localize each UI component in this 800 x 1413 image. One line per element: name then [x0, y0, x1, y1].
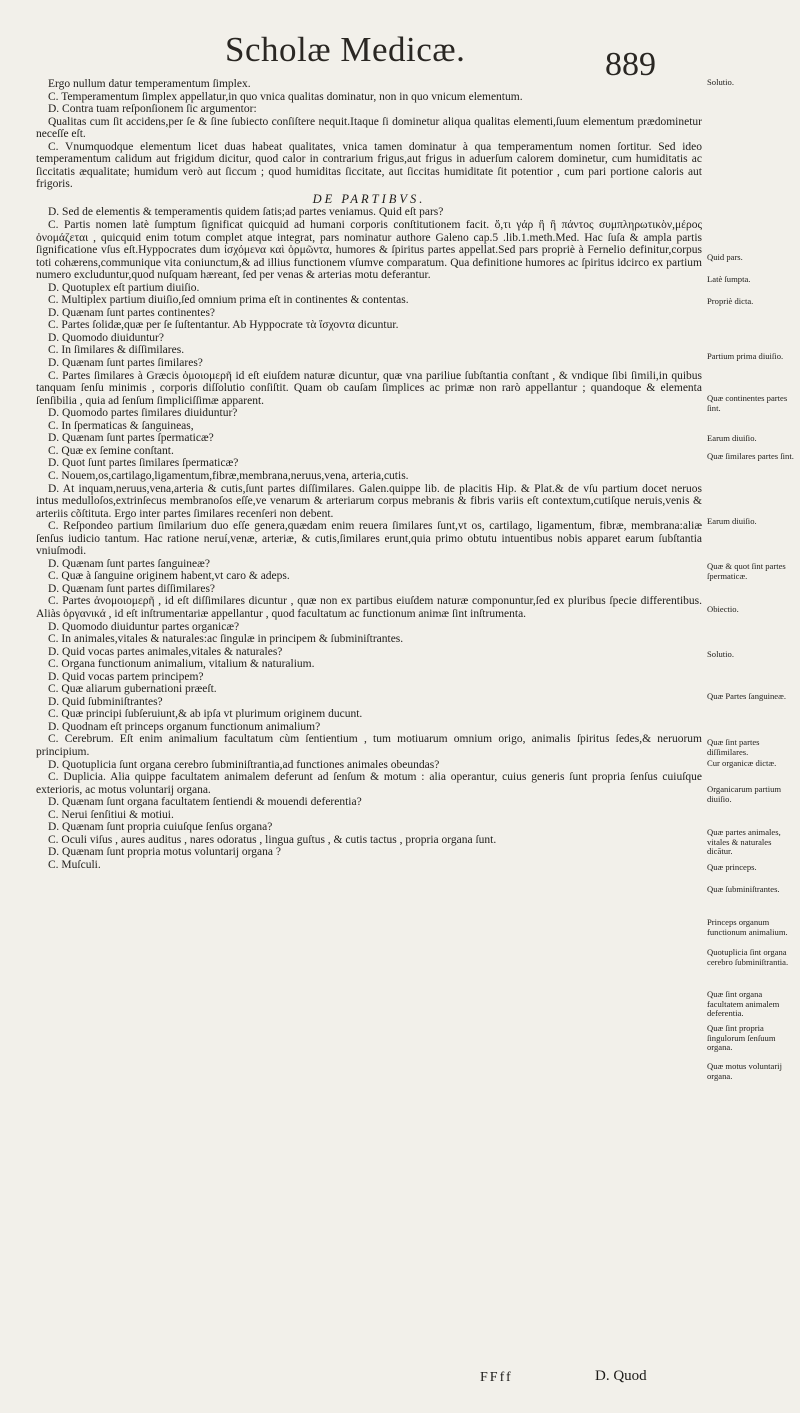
text-paragraph: D. Sed de elementis & temperamentis quidem ſatis;ad partes veniamus. Quid eſt pars? — [48, 206, 444, 219]
section-heading: DE PARTIBVS. — [312, 191, 426, 206]
text-paragraph: D. Quomodo diuiduntur partes organicæ? — [48, 620, 240, 633]
text-paragraph: D. Quænam ſunt partes ſpermaticæ? — [48, 432, 214, 445]
margin-note: Quæ ſimilares partes ſint. — [707, 451, 794, 461]
margin-note: Quæ partes animales, vitales & naturales dicātur. — [707, 827, 781, 857]
text-paragraph: D. Quot ſunt partes ſimilares ſpermaticæ? — [48, 457, 239, 470]
main-text-column — [36, 78, 702, 871]
page-number: 889 — [605, 46, 656, 83]
margin-note: Quæ Partes ſanguineæ. — [707, 691, 787, 701]
text-paragraph: C. Quæ principi ſubſeruiunt,& ab ipſa vt plurimum originem ducunt. — [48, 708, 363, 721]
margin-note: Organicarum partium diuiſio. — [707, 784, 782, 804]
catchword: D. Quod — [595, 1368, 647, 1384]
text-paragraph: C. In ſimilares & diſſimilares. — [48, 344, 185, 357]
text-paragraph: C. Multiplex partium diuiſio,ſed omnium prima eſt in continentes & contentas. — [48, 294, 409, 307]
text-paragraph: D. Quotuplex eſt partium diuiſio. — [48, 281, 200, 294]
text-paragraph: D. Quænam ſunt propria cuiuſque ſenſus organa? — [48, 821, 273, 834]
margin-note: Quæ continentes partes ſint. — [707, 393, 788, 413]
text-paragraph: D. Quænam ſunt organa facultatem ſentiendi & mouendi deferentia? — [48, 796, 362, 809]
text-paragraph: D. Quodnam eſt princeps organum functionum animalium? — [48, 720, 321, 733]
margin-note: Earum diuiſio. — [707, 433, 757, 443]
text-paragraph: D. Quid vocas partes animales,vitales & naturales? — [48, 645, 283, 658]
text-paragraph: C. In ſpermaticas & ſanguineas, — [48, 419, 194, 432]
text-paragraph: D. Quænam ſunt partes diſſimilares? — [48, 582, 216, 595]
margin-note: Quæ ſint propria ſingulorum ſenſuum organa. — [707, 1023, 776, 1053]
text-paragraph: C. Reſpondeo partium ſimilarium duo eſſe genera,quædam enim reuera ſimilares ſunt,vt os, cartilago, ligamentum, fibræ, membrana:aliæ ſenſus iudicio tantum. Hac ratione neruí,venæ, arteriæ, & cutis,ſimilares erunt,quia primo obtutu intuentibus nobis apparet earum ſubſtantia vniuſmodi. — [36, 520, 702, 558]
margin-note: Quæ & quot ſint partes ſpermaticæ. — [707, 561, 786, 581]
margin-note: Cur organicæ dictæ. — [707, 758, 777, 768]
margin-note: Quæ ſubminiſtrantes. — [707, 884, 780, 894]
text-paragraph: D. Quid vocas partem principem? — [48, 670, 204, 683]
text-paragraph: D. Contra tuam reſponſionem ſic argumentor: — [48, 103, 257, 116]
text-paragraph: Ergo nullum datur temperamentum ſimplex. — [48, 78, 251, 90]
text-paragraph: C. Vnumquodque elementum licet duas habeat qualitates, vnica tamen dominatur à qua temperamentum nomen ſortitur. Sed ideo temperamentum calidum aut frigidum dicitur, quod calor in contrarium frigus,aut frigus in aduerſum calorem dominetur, cum humiditatis ac ſiccitatis æqualitate; humidum verò aut ſiccum ; quod humiditas ſiccitate, aut ſiccitas humiditate ſit potentior , cum pari portione caloris aut frigoris. — [36, 140, 702, 191]
signature-mark: FFff — [480, 1370, 513, 1385]
text-paragraph: C. Nerui ſenſitiui & motiui. — [48, 808, 174, 821]
margin-note: Partium prima diuiſio. — [707, 351, 784, 361]
margin-note: Quæ ſint partes diſſimilares. — [707, 737, 760, 757]
margin-note: Earum diuiſio. — [707, 516, 757, 526]
text-paragraph: D. Quid ſubminiſtrantes? — [48, 695, 163, 708]
text-paragraph: C. Quæ à ſanguine originem habent,vt caro & adeps. — [48, 570, 290, 583]
text-paragraph: C. Partes ἀνομοιομερῆ , id eſt diſſimilares dicuntur , quæ non ex partibus eiuſdem naturæ componuntur,ſed ex pluribus ſpecie differentibus. Aliàs ὀργανικά , id eſt inſtrumentariæ appellantur , quod facultatum ac functionum animæ ſint inſtrumenta. — [36, 595, 702, 620]
text-paragraph: D. Quomodo diuiduntur? — [48, 331, 164, 344]
margin-note: Quid pars. — [707, 252, 743, 262]
margin-note: Solutio. — [707, 649, 734, 659]
running-title: Scholæ Medicæ. — [225, 30, 466, 69]
margin-note: Propriè dicta. — [707, 296, 754, 306]
margin-note: Quæ princeps. — [707, 862, 757, 872]
margin-note: Quæ ſint organa facultatem animalem deferentia. — [707, 989, 780, 1019]
text-paragraph: C. Partis nomen latè ſumptum ſignificat quicquid ad humani corporis conſtitutionem facit. ὅ,τι γάρ ἢ ἢ πάντος συμπληρωτικὸν,μέρος ὀνομάζεται , quicquid enim totum complet atque integrat, pars nominatur authore Galeno cap.5 .lib.1.meth.Med. Hac ſuſa & ampla partis ſignificatione vſus eſt.Hyppocrates dum ἰσχόμενα καὶ ὁρμῶντα, humores & ſpiritus partes appellat.Sed pars propriè à Fernelio definitur,corpus toti cohærens,communique vita coniunctum,& ad illius functionem vſumve comparatum. Qua definitione humores ac ſpiritus idcirco ex partium numero excluduntur,quod nuſquam hæreant, ſed per venas & arterias motu deferantur. — [36, 219, 702, 282]
margin-note: Princeps organum functionum animalium. — [707, 917, 788, 937]
margin-note: Obiectio. — [707, 604, 739, 614]
text-paragraph: C. Quæ ex ſemine conſtant. — [48, 444, 174, 457]
text-paragraph: C. Duplicia. Alia quippe facultatem animalem deferunt ad ſenſum & motum : alia operantur, cuius generis ſunt propria ſenſus cuiuſque exterioris, ac motus voluntarij organa. — [36, 771, 702, 796]
text-paragraph: C. Muſculi. — [48, 858, 101, 871]
text-paragraph: D. Quænam ſunt partes continentes? — [48, 306, 216, 319]
text-paragraph: D. Quænam ſunt partes ſanguineæ? — [48, 557, 210, 570]
margin-note: Solutio. — [707, 77, 734, 87]
text-paragraph: D. At inquam,neruus,vena,arteria & cutis,ſunt partes diſſimilares. Galen.quippe lib. de placitis Hip. & Plat.& de vſu partium docet neruos intus medulloſos,extrinſecus membranoſos eſſe,ve venarum & arteriarum corpus mebranis & fibris variis eſt contextum,cutiſque neruis,venis & arteriis cõſtituta. Ergo inter partes ſimilares recenſeri non debent. — [36, 482, 702, 520]
text-paragraph: D. Quænam ſunt propria motus voluntarij organa ? — [48, 846, 281, 859]
text-paragraph: C. Nouem,os,cartilago,ligamentum,fibræ,membrana,neruus,vena, arteria,cutis. — [48, 469, 409, 482]
text-paragraph: Qualitas cum ſit accidens,per ſe & ſine ſubiecto conſiſtere nequit.Itaque ſi dominetur aliqua qualitas elementi,ſuum elementum prædominetur neceſſe eſt. — [36, 115, 702, 141]
text-paragraph: C. Organa functionum animalium, vitalium & naturalium. — [48, 658, 315, 671]
margin-note: Latè ſumpta. — [707, 274, 751, 284]
text-paragraph: C. Cerebrum. Eſt enim animalium facultatum cùm ſentientium , tum motiuarum omnium origo, animalis ſpiritus ſedes,& neruorum principium. — [36, 733, 702, 758]
text-paragraph: C. Quæ aliarum gubernationi præeſt. — [48, 683, 217, 696]
text-paragraph: D. Quotuplicia ſunt organa cerebro ſubminiſtrantia,ad functiones animales obeundas? — [48, 758, 440, 771]
text-paragraph: D. Quænam ſunt partes ſimilares? — [48, 357, 203, 370]
text-paragraph: C. Partes ſimilares à Græcis ὁμοιομερῆ id eſt eiuſdem naturæ dicuntur, quæ vna pariliue ſubſtantia conſtant , & vndique ſibi ſimili,in quibus tanquam ſenſu minimis , corporis diſſolutio conſiſtit. Quam ob cauſam ſimplices ac primæ non rarò appellantur ; quandoque & elementa ſenſibilia , quia ad ſenſum ſimpliciſſimæ apparent. — [36, 369, 702, 407]
margin-note: Quæ motus voluntarij organa. — [707, 1061, 782, 1081]
text-paragraph: C. Oculi viſus , aures auditus , nares odoratus , lingua guſtus , & cutis tactus , propria organa ſunt. — [48, 833, 497, 846]
text-paragraph: C. In animales,vitales & naturales:ac ſingulæ in principem & ſubminiſtrantes. — [48, 633, 404, 646]
text-paragraph: C. Partes ſolidæ,quæ per ſe ſuſtentantur. Ab Hyppocrate τὰ ἴσχοντα dicuntur. — [48, 319, 399, 332]
text-paragraph: C. Temperamentum ſimplex appellatur,in quo vnica qualitas dominatur, non in quo vnicum elementum. — [48, 90, 523, 103]
text-paragraph: D. Quomodo partes ſimilares diuiduntur? — [48, 407, 238, 420]
margin-note: Quotuplicia ſint organa cerebro ſubminiſtrantia. — [707, 947, 789, 967]
